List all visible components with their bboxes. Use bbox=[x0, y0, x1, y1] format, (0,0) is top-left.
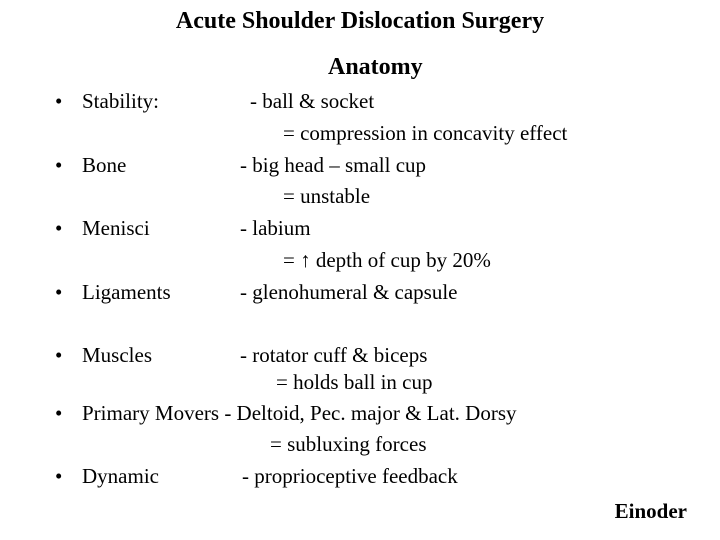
row-label-dynamic: Dynamic bbox=[82, 464, 159, 488]
bullet-icon: • bbox=[55, 464, 63, 488]
row-desc-stability: - ball & socket bbox=[250, 89, 375, 113]
bullet-icon: • bbox=[55, 343, 63, 367]
row-note-menisci: = ↑ depth of cup by 20% bbox=[283, 248, 491, 272]
row-note-muscles: = holds ball in cup bbox=[276, 370, 433, 394]
row-desc-bone: - big head – small cup bbox=[240, 153, 427, 177]
row-note-bone: = unstable bbox=[283, 184, 371, 208]
bullet-icon: • bbox=[55, 401, 63, 425]
bullet-icon: • bbox=[55, 153, 63, 177]
row-label-ligaments: Ligaments bbox=[82, 280, 171, 304]
bullet-icon: • bbox=[55, 280, 63, 304]
bullet-icon: • bbox=[55, 216, 63, 240]
row-note-primary-movers: = subluxing forces bbox=[270, 432, 427, 456]
bullet-icon: • bbox=[55, 89, 63, 113]
row-desc-dynamic: - proprioceptive feedback bbox=[242, 464, 458, 488]
row-label-muscles: Muscles bbox=[82, 343, 152, 367]
row-note-stability: = compression in concavity effect bbox=[283, 121, 568, 145]
row-label-menisci: Menisci bbox=[82, 216, 150, 240]
row-desc-muscles: - rotator cuff & biceps bbox=[240, 343, 428, 367]
row-label-bone: Bone bbox=[82, 153, 127, 177]
row-label-stability: Stability: bbox=[82, 89, 160, 113]
author-footer: Einoder bbox=[614, 499, 687, 523]
slide-subtitle: Anatomy bbox=[328, 54, 423, 80]
slide-title: Acute Shoulder Dislocation Surgery bbox=[175, 8, 545, 34]
row-desc-menisci: - labium bbox=[240, 216, 311, 240]
row-label-primary-movers: Primary Movers - Deltoid, Pec. major & Lat. Dorsy bbox=[82, 401, 517, 425]
row-desc-ligaments: - glenohumeral & capsule bbox=[240, 280, 458, 304]
